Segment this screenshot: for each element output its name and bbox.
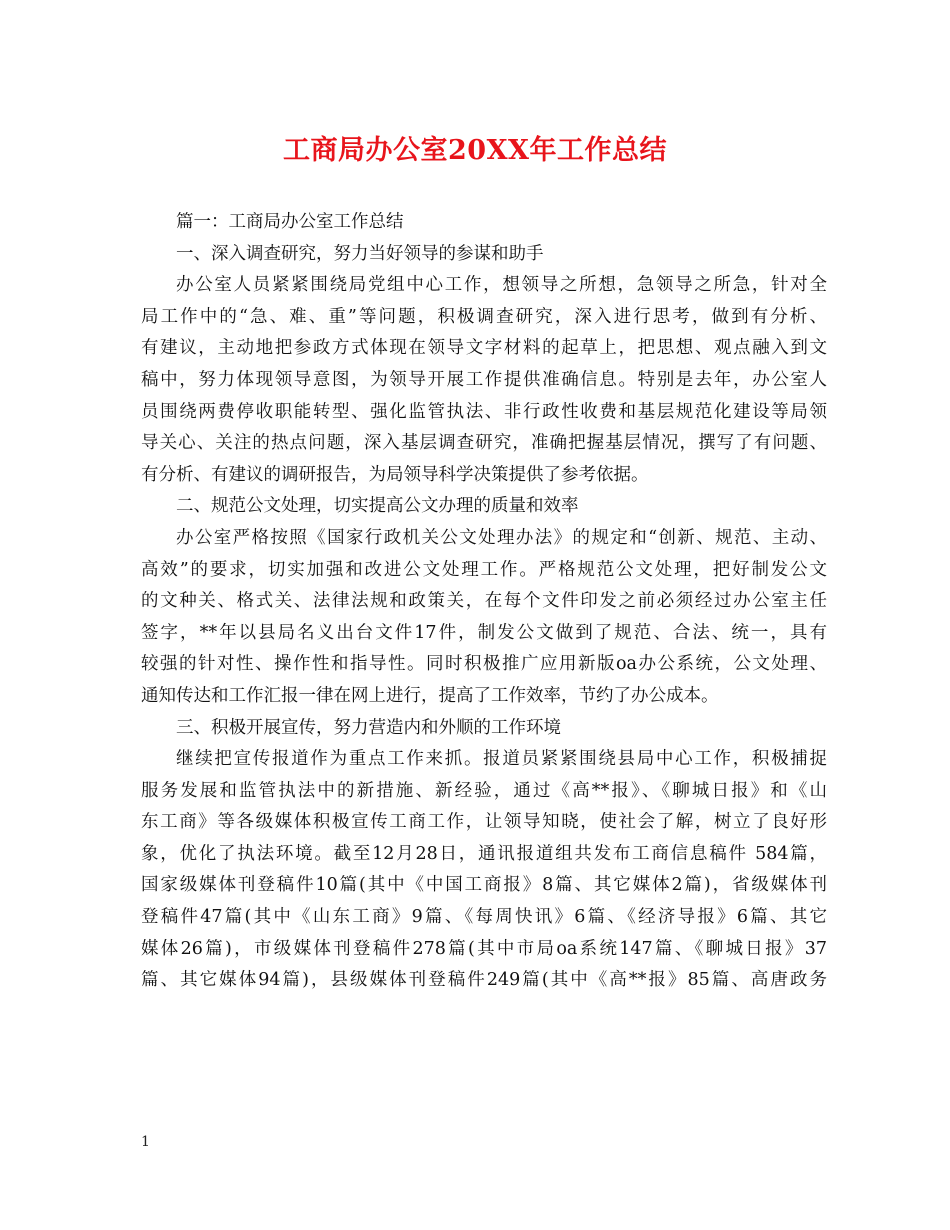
paragraph-line: 继续把宣传报道作为重点工作来抓。报道员紧紧围绕县局中心工作，积极捕捉 <box>176 749 827 770</box>
paragraph-line: 篇一：工商局办公室工作总结 <box>176 212 404 232</box>
paragraph-line: 高效”的要求，切实加强和改进公文处理工作。严格规范公文处理，把好制发公文 <box>141 559 827 580</box>
paragraph-line: 象，优化了执法环境。截至12月28日，通讯报道组共发布工商信息稿件 584篇， <box>141 843 827 864</box>
paragraph-line: 国家级媒体刊登稿件10篇(其中《中国工商报》8篇、其它媒体2篇)，省级媒体刊 <box>141 875 827 896</box>
paragraph-line: 一、深入调查研究，努力当好领导的参谋和助手 <box>176 243 544 264</box>
document-title: 工商局办公室20XX年工作总结 <box>283 135 667 166</box>
paragraph-line: 通知传达和工作汇报一律在网上进行，提高了工作效率，节约了办公成本。 <box>141 685 719 706</box>
paragraph-line: 办公室人员紧紧围绕局党组中心工作，想领导之所想，急领导之所急，针对全 <box>176 275 827 296</box>
paragraph-line: 东工商》等各级媒体积极宣传工商工作，让领导知晓，使社会了解，树立了良好形 <box>141 812 827 833</box>
paragraph-line: 服务发展和监管执法中的新措施、新经验，通过《高**报》、《聊城日报》和《山 <box>141 780 827 801</box>
paragraph-line: 媒体26篇)，市级媒体刊登稿件278篇(其中市局oa系统147篇、《聊城日报》37 <box>141 938 827 959</box>
document-body <box>141 207 827 997</box>
paragraph-line: 稿中，努力体现领导意图，为领导开展工作提供准确信息。特别是去年，办公室人 <box>141 369 827 390</box>
paragraph-line: 局工作中的“急、难、重”等问题，积极调查研究，深入进行思考，做到有分析、 <box>141 306 827 327</box>
paragraph-line: 登稿件47篇(其中《山东工商》9篇、《每周快讯》6篇、《经济导报》6篇、其它 <box>141 907 827 928</box>
paragraph-line: 员围绕两费停收职能转型、强化监管执法、非行政性收费和基层规范化建设等局领 <box>141 401 827 422</box>
paragraph-line: 签字，**年以县局名义出台文件17件，制发公文做到了规范、合法、统一，具有 <box>141 622 827 643</box>
paragraph-line: 较强的针对性、操作性和指导性。同时积极推广应用新版oa办公系统，公文处理、 <box>141 654 827 675</box>
paragraph-line: 三、积极开展宣传，努力营造内和外顺的工作环境 <box>176 717 561 738</box>
paragraph-line: 导关心、关注的热点问题，深入基层调查研究，准确把握基层情况，撰写了有问题、 <box>141 433 827 454</box>
paragraph-line: 有建议，主动地把参政方式体现在领导文字材料的起草上，把思想、观点融入到文 <box>141 338 827 359</box>
page-number: 1 <box>141 1134 150 1150</box>
paragraph-line: 有分析、有建议的调研报告，为局领导科学决策提供了参考依据。 <box>141 464 649 485</box>
paragraph-line: 的文种关、格式关、法律法规和政策关，在每个文件印发之前必须经过办公室主任 <box>141 591 827 612</box>
paragraph-line: 办公室严格按照《国家行政机关公文处理办法》的规定和“创新、规范、主动、 <box>176 527 827 548</box>
paragraph-line: 篇、其它媒体94篇)，县级媒体刊登稿件249篇(其中《高**报》85篇、高唐政务 <box>141 970 827 991</box>
paragraph-line: 二、规范公文处理，切实提高公文办理的质量和效率 <box>176 496 579 517</box>
